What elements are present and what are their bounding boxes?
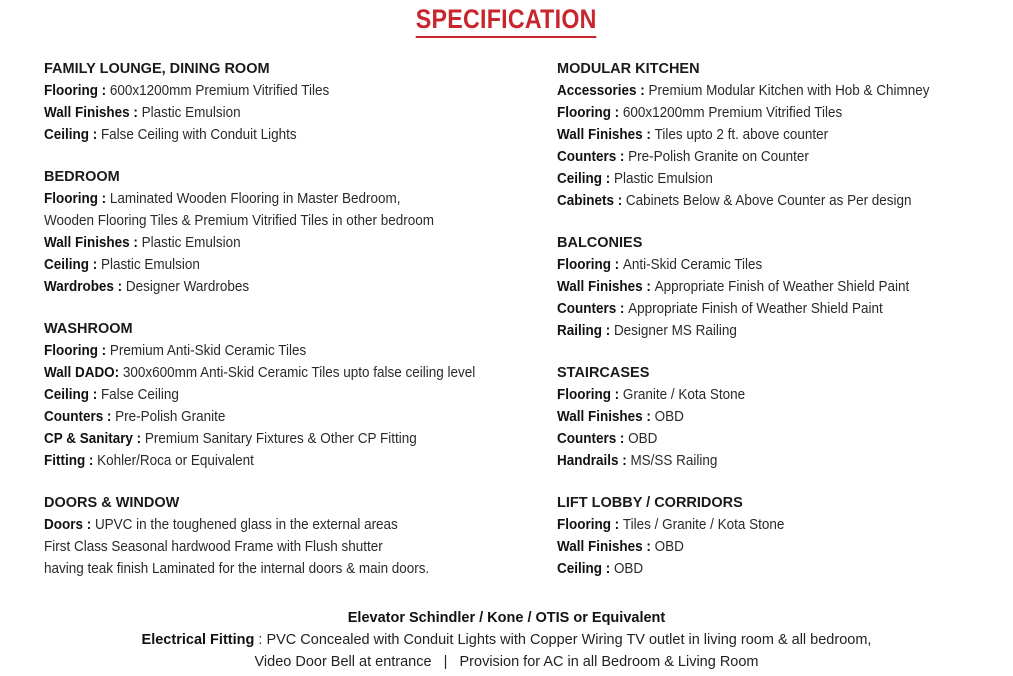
section-heading: STAIRCASES	[557, 365, 650, 381]
section-balconies	[557, 232, 997, 342]
section-bedroom	[44, 166, 524, 298]
spec-value: Appropriate Finish of Weather Shield Paint	[654, 279, 910, 295]
spec-value: having teak finish Laminated for the internal doors & main doors.	[44, 561, 430, 577]
section-heading: DOORS & WINDOW	[44, 495, 180, 511]
spec-line-text	[44, 210, 434, 232]
spec-value: Tiles / Granite / Kota Stone	[622, 517, 785, 533]
spec-line-text	[557, 320, 737, 342]
spec-line-text	[44, 102, 241, 124]
section-staircases	[557, 362, 997, 472]
footer	[0, 607, 1013, 673]
spec-line-text	[557, 536, 684, 558]
spec-line-text	[44, 232, 241, 254]
spec-line	[44, 558, 524, 580]
spec-value: False Ceiling with Conduit Lights	[100, 127, 297, 143]
spec-value: MS/SS Railing	[630, 453, 718, 469]
spec-value: Designer MS Railing	[613, 323, 737, 339]
spec-key: CP & Sanitary :	[44, 431, 145, 447]
spec-value: Wooden Flooring Tiles & Premium Vitrified Tiles in other bedroom	[44, 213, 435, 229]
footer-extra: Video Door Bell at entrance | Provision for AC in all Bedroom & Living Room	[254, 654, 759, 670]
spec-key: Flooring :	[44, 83, 110, 99]
spec-value: Plastic Emulsion	[141, 105, 241, 121]
spec-line	[557, 102, 997, 124]
spec-line-text	[557, 514, 784, 536]
spec-value: Designer Wardrobes	[125, 279, 250, 295]
spec-line-text	[44, 254, 200, 276]
spec-line	[44, 124, 524, 146]
spec-line-text	[44, 536, 383, 558]
spec-value: Kohler/Roca or Equivalent	[97, 453, 254, 469]
spec-line-text	[44, 406, 225, 428]
spec-line	[44, 80, 524, 102]
section-heading: FAMILY LOUNGE, DINING ROOM	[44, 61, 270, 77]
spec-value: OBD	[654, 539, 684, 555]
spec-value: Plastic Emulsion	[141, 235, 241, 251]
spec-line	[44, 384, 524, 406]
section-modular-kitchen	[557, 58, 997, 212]
spec-line-text	[44, 384, 179, 406]
section-heading: LIFT LOBBY / CORRIDORS	[557, 495, 743, 511]
spec-line	[44, 102, 524, 124]
spec-value: Laminated Wooden Flooring in Master Bedroom,	[109, 191, 401, 207]
footer-elevator: Elevator Schindler / Kone / OTIS or Equivalent	[347, 610, 666, 626]
spec-line-text	[557, 80, 930, 102]
section-heading: BEDROOM	[44, 169, 120, 185]
spec-key: Flooring :	[44, 343, 110, 359]
spec-line-text	[557, 190, 912, 212]
spec-line	[557, 450, 997, 472]
spec-line	[557, 384, 997, 406]
spec-line-text	[44, 450, 254, 472]
spec-line	[557, 406, 997, 428]
spec-line	[44, 340, 524, 362]
section-doors-window	[44, 492, 524, 580]
spec-value: Granite / Kota Stone	[622, 387, 746, 403]
spec-line-text	[557, 124, 828, 146]
spec-key: Wall Finishes :	[557, 539, 655, 555]
footer-electrical-value: : PVC Concealed with Conduit Lights with Copper Wiring TV outlet in living room & all bedroom,	[254, 632, 872, 648]
right-column	[557, 58, 997, 600]
spec-key: Wall Finishes :	[557, 279, 655, 295]
spec-key: Ceiling :	[44, 387, 101, 403]
footer-electrical	[0, 629, 1013, 651]
spec-value: Premium Sanitary Fixtures & Other CP Fitting	[144, 431, 417, 447]
spec-line-text	[44, 558, 429, 580]
spec-key: Wall Finishes :	[44, 105, 142, 121]
spec-value: UPVC in the toughened glass in the external areas	[94, 517, 398, 533]
spec-line	[44, 406, 524, 428]
spec-line	[557, 276, 997, 298]
spec-key: Counters :	[557, 149, 629, 165]
spec-key: Counters :	[557, 431, 629, 447]
spec-line-text	[557, 146, 809, 168]
spec-line	[44, 428, 524, 450]
spec-key: Wall Finishes :	[44, 235, 142, 251]
spec-line-text	[557, 276, 909, 298]
spec-line	[44, 514, 524, 536]
spec-line-text	[557, 558, 643, 580]
spec-value: OBD	[613, 561, 644, 577]
spec-line-text	[557, 168, 713, 190]
spec-value: 600x1200mm Premium Vitrified Tiles	[622, 105, 843, 121]
spec-value: False Ceiling	[100, 387, 179, 403]
page-title-text: SPECIFICATION	[416, 4, 597, 38]
spec-key: Fitting :	[44, 453, 98, 469]
spec-line-text	[44, 514, 398, 536]
spec-value: 300x600mm Anti-Skid Ceramic Tiles upto false ceiling level	[122, 365, 476, 381]
spec-key: Wall Finishes :	[557, 409, 655, 425]
section-heading: BALCONIES	[557, 235, 643, 251]
spec-value: Appropriate Finish of Weather Shield Paint	[628, 301, 883, 317]
spec-line	[44, 536, 524, 558]
spec-line	[44, 232, 524, 254]
spec-line	[44, 210, 524, 232]
spec-line	[557, 254, 997, 276]
spec-key: Railing :	[557, 323, 614, 339]
spec-value: Anti-Skid Ceramic Tiles	[622, 257, 763, 273]
spec-line	[557, 536, 997, 558]
spec-value: Plastic Emulsion	[613, 171, 713, 187]
spec-line-text	[557, 254, 762, 276]
spec-line-text	[44, 340, 306, 362]
spec-key: Flooring :	[557, 387, 623, 403]
spec-line	[557, 124, 997, 146]
spec-key: Accessories :	[557, 83, 649, 99]
spec-line-text	[44, 428, 417, 450]
section-heading: MODULAR KITCHEN	[557, 61, 700, 77]
spec-line-text	[557, 406, 684, 428]
spec-line	[557, 80, 997, 102]
spec-line-text	[557, 450, 717, 472]
spec-value: OBD	[628, 431, 658, 447]
spec-line	[44, 450, 524, 472]
spec-value: Pre-Polish Granite on Counter	[628, 149, 809, 165]
spec-line	[44, 254, 524, 276]
spec-line-text	[44, 188, 400, 210]
spec-key: Doors :	[44, 517, 95, 533]
spec-line-text	[44, 276, 249, 298]
page-title	[0, 4, 1013, 38]
spec-key: Flooring :	[557, 257, 623, 273]
spec-key: Cabinets :	[557, 193, 626, 209]
spec-value: Cabinets Below & Above Counter as Per design	[625, 193, 912, 209]
spec-value: Tiles upto 2 ft. above counter	[654, 127, 829, 143]
section-lift-lobby-corridors	[557, 492, 997, 580]
spec-line-text	[44, 80, 329, 102]
spec-key: Ceiling :	[557, 561, 614, 577]
spec-line-text	[557, 102, 842, 124]
spec-line	[557, 558, 997, 580]
spec-key: Ceiling :	[557, 171, 614, 187]
spec-value: First Class Seasonal hardwood Frame with Flush shutter	[44, 539, 383, 555]
spec-line	[557, 428, 997, 450]
spec-value: Premium Anti-Skid Ceramic Tiles	[109, 343, 307, 359]
section-family-lounge-dining-room	[44, 58, 524, 146]
spec-line	[557, 514, 997, 536]
spec-line	[557, 298, 997, 320]
spec-key: Ceiling :	[44, 127, 101, 143]
spec-line	[557, 168, 997, 190]
spec-key: Counters :	[557, 301, 629, 317]
spec-line	[44, 276, 524, 298]
spec-line	[557, 146, 997, 168]
section-washroom	[44, 318, 524, 472]
spec-key: Flooring :	[557, 517, 623, 533]
spec-key: Handrails :	[557, 453, 631, 469]
spec-line	[557, 320, 997, 342]
spec-line	[44, 362, 524, 384]
spec-key: Wardrobes :	[44, 279, 126, 295]
spec-line	[44, 188, 524, 210]
spec-value: Plastic Emulsion	[100, 257, 200, 273]
spec-key: Counters :	[44, 409, 116, 425]
spec-line-text	[557, 384, 745, 406]
spec-key: Wall Finishes :	[557, 127, 655, 143]
section-heading: WASHROOM	[44, 321, 133, 337]
spec-value: Premium Modular Kitchen with Hob & Chimney	[648, 83, 930, 99]
left-column	[44, 58, 524, 600]
spec-line-text	[44, 362, 475, 384]
spec-value: OBD	[654, 409, 684, 425]
spec-line-text	[44, 124, 297, 146]
spec-key: Flooring :	[44, 191, 110, 207]
footer-electrical-key: Electrical Fitting	[141, 632, 255, 648]
spec-key: Wall DADO:	[44, 365, 123, 381]
spec-line-text	[557, 298, 883, 320]
spec-key: Flooring :	[557, 105, 623, 121]
spec-key: Ceiling :	[44, 257, 101, 273]
spec-value: 600x1200mm Premium Vitrified Tiles	[109, 83, 330, 99]
spec-line-text	[557, 428, 657, 450]
spec-value: Pre-Polish Granite	[115, 409, 226, 425]
spec-line	[557, 190, 997, 212]
